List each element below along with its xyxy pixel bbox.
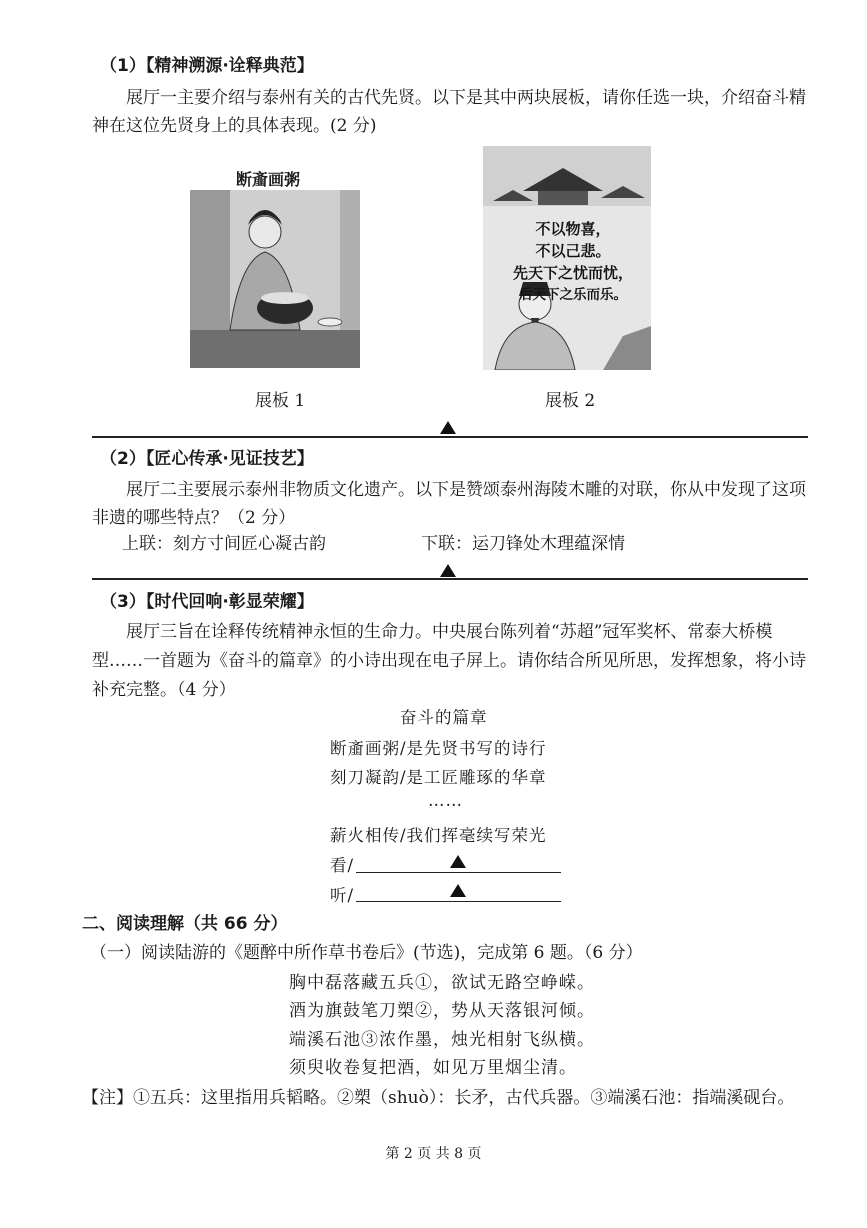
poem-ellipsis: …… xyxy=(428,791,463,810)
q2-lower-couplet: 下联：运刀锋处木理蕴深情 xyxy=(421,534,625,554)
panel2-image xyxy=(483,146,651,370)
panel1-caption: 展板 1 xyxy=(255,391,306,411)
answer-marker-4 xyxy=(450,884,466,897)
q2-title: （2）【匠心传承·见证技艺】 xyxy=(100,449,314,469)
q1-title: （1）【精神溯源·诠释典范】 xyxy=(100,56,314,76)
answer-marker-3 xyxy=(450,855,466,868)
poem-line-4: 薪火相传/我们挥毫续写荣光 xyxy=(330,826,547,845)
poem-line-1: 断齑画粥/是先贤书写的诗行 xyxy=(330,739,547,758)
poem-blank-1-line[interactable] xyxy=(356,872,561,873)
panel2-caption: 展板 2 xyxy=(545,391,596,411)
poem-blank-1-label: 看/ xyxy=(330,856,355,875)
classical-poem-line-1: 胸中磊落藏五兵①，欲试无路空峥嵘。 xyxy=(289,973,595,993)
classical-poem-line-4: 须臾收卷复把酒，如见万里烟尘清。 xyxy=(289,1058,577,1078)
q3-body: 展厅三旨在诠释传统精神永恒的生命力。中央展台陈列着“苏超”冠军奖杯、常泰大桥模型……一首题为《奋斗的篇章》的小诗出现在电子屏上。请你结合所见所思，发挥想象，将小诗补充完整。（4 分） xyxy=(92,622,806,700)
panel1-image xyxy=(190,190,360,368)
panel2-line-4: 后天下之乐而乐。 xyxy=(519,287,627,303)
q1-body: 展厅一主要介绍与泰州有关的古代先贤。以下是其中两块展板，请你任选一块，介绍奋斗精神在这位先贤身上的具体表现。(2 分) xyxy=(92,88,806,136)
panel2-line-3: 先天下之忧而忧， xyxy=(512,264,633,282)
q2-body: 展厅二主要展示泰州非物质文化遗产。以下是赞颂泰州海陵木雕的对联，你从中发现了这项非遗的哪些特点？（2 分） xyxy=(92,480,806,528)
poem-blank-2-line[interactable] xyxy=(356,901,561,902)
answer-marker-1 xyxy=(440,421,456,434)
section2-subtitle: （一）阅读陆游的《题醉中所作草书卷后》(节选)，完成第 6 题。（6 分） xyxy=(90,943,643,963)
scholar-illustration xyxy=(190,190,360,368)
q3-title: （3）【时代回响·彰显荣耀】 xyxy=(100,592,314,612)
poem-title: 奋斗的篇章 xyxy=(400,708,488,727)
divider-1 xyxy=(92,436,808,438)
poem-line-2: 刻刀凝韵/是工匠雕琢的华章 xyxy=(330,768,547,787)
panel2-line-1: 不以物喜， xyxy=(535,220,611,238)
section2-title: 二、阅读理解（共 66 分） xyxy=(82,914,288,934)
q2-upper-couplet: 上联：刻方寸间匠心凝古韵 xyxy=(122,534,326,554)
poem-blank-2-label: 听/ xyxy=(330,886,355,905)
page-footer: 第 2 页 共 8 页 xyxy=(385,1146,482,1162)
answer-marker-2 xyxy=(440,564,456,577)
classical-poem-line-2: 酒为旗鼓笔刀槊②，势从天落银河倾。 xyxy=(289,1001,595,1021)
panel2-line-2: 不以己悲。 xyxy=(535,242,611,260)
classical-poem-line-3: 端溪石池③浓作墨，烛光相射飞纵横。 xyxy=(289,1030,595,1050)
panel1-heading: 断齑画粥 xyxy=(236,170,301,189)
footnote: 【注】①五兵：这里指用兵韬略。②槊（shuò）：长矛，古代兵器。③端溪石池：指端溪砚台。 xyxy=(82,1088,795,1108)
divider-2 xyxy=(92,578,808,580)
